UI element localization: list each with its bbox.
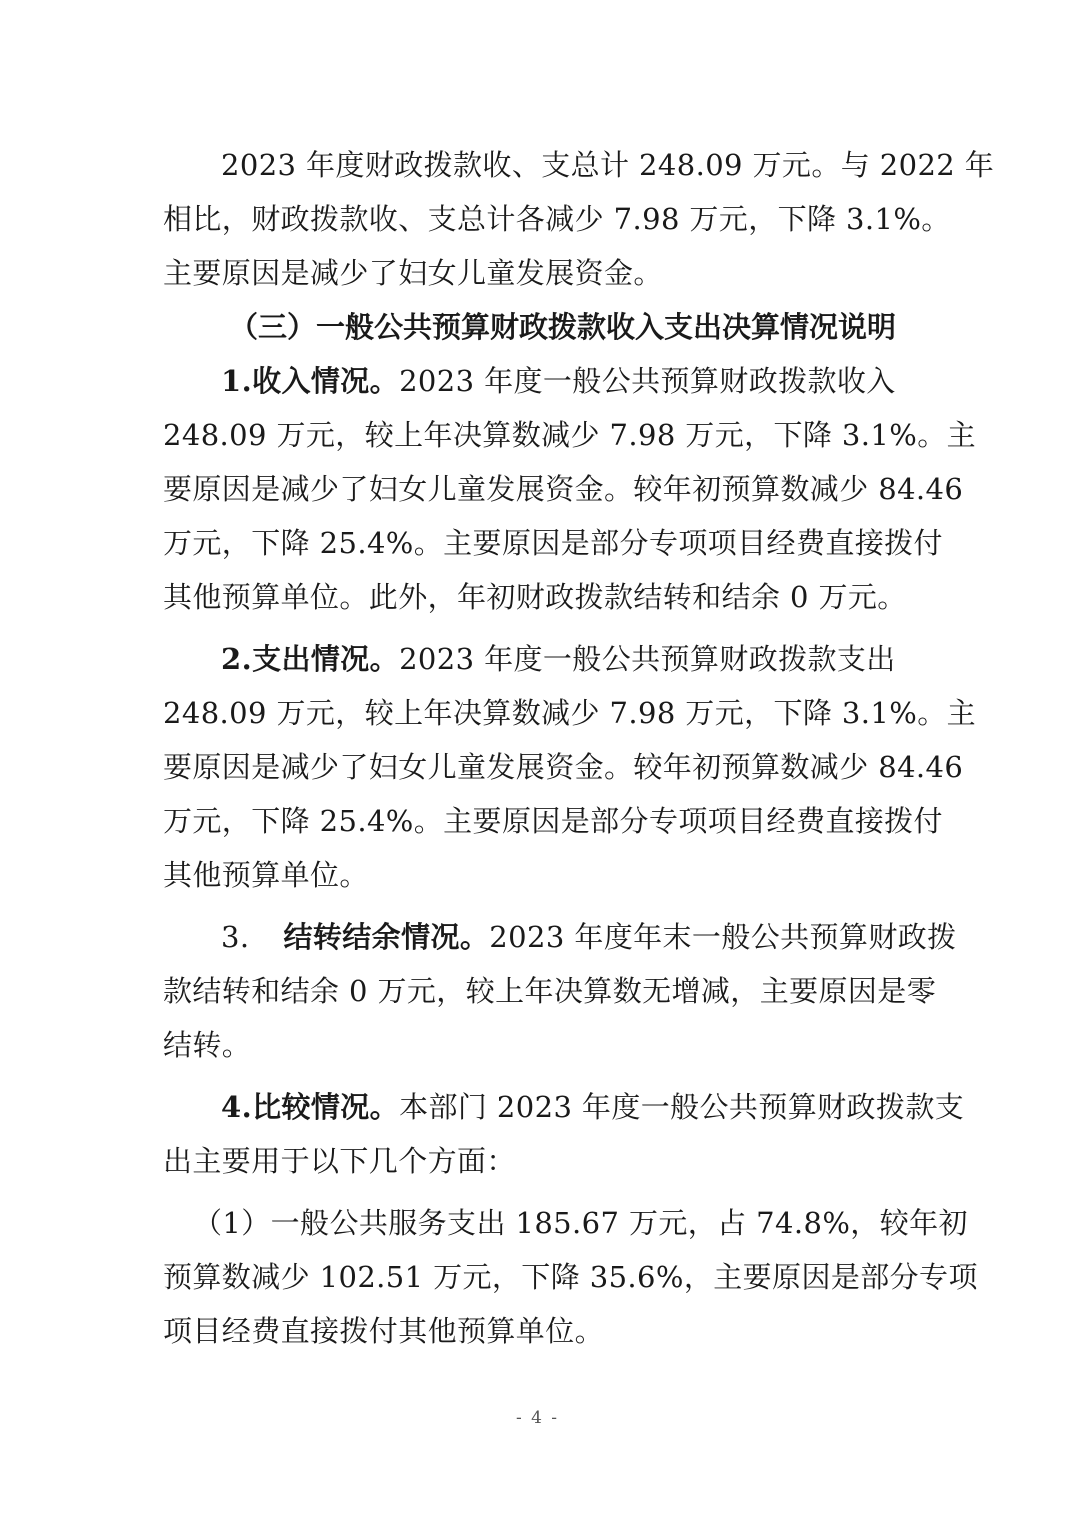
text-line [163, 354, 913, 408]
page-number: - 4 - [515, 1408, 560, 1428]
section-heading: （三）一般公共预算财政拨款收入支出决算情况说明 [229, 310, 897, 344]
item-number: 3. [221, 920, 250, 954]
text-line: 万元，下降 25.4%。主要原因是部分专项项目经费直接拨付 [163, 526, 943, 560]
document-body [163, 138, 995, 1358]
text-line: 万元，下降 25.4%。主要原因是部分专项项目经费直接拨付 [163, 804, 943, 838]
paragraph-comparison [163, 1080, 965, 1188]
text-line: 主要原因是减少了妇女儿童发展资金。 [163, 256, 663, 290]
paragraph-expenditure [163, 632, 976, 902]
item-text: 2023 年度年末一般公共预算财政拨 [489, 920, 957, 954]
text-line: 款结转和结余 0 万元，较上年决算数无增减，主要原因是零 [163, 974, 937, 1008]
text-line: 其他预算单位。此外，年初财政拨款结转和结余 0 万元。 [163, 580, 907, 614]
text-line: 出主要用于以下几个方面： [163, 1144, 516, 1178]
text-line: 项目经费直接拨付其他预算单位。 [163, 1314, 605, 1348]
paragraph-fiscal-summary [163, 138, 995, 300]
item-lead: 4.比较情况。 [221, 1090, 400, 1124]
text-line: 相比，财政拨款收、支总计各减少 7.98 万元，下降 3.1%。 [163, 202, 951, 236]
text-line: 要原因是减少了妇女儿童发展资金。较年初预算数减少 84.46 [163, 472, 964, 506]
item-lead: 2.支出情况。 [221, 642, 400, 676]
item-lead: 1.收入情况。 [221, 364, 400, 398]
text-line: 结转。 [163, 1028, 252, 1062]
paragraph-carryover [163, 910, 957, 1072]
text-line: （1）一般公共服务支出 185.67 万元，占 74.8%，较年初 [193, 1206, 968, 1240]
text-line [163, 632, 913, 686]
item-text: 2023 年度一般公共预算财政拨款收入 [399, 364, 896, 398]
text-line: 其他预算单位。 [163, 858, 369, 892]
item-text: 2023 年度一般公共预算财政拨款支出 [399, 642, 896, 676]
text-line: 248.09 万元，较上年决算数减少 7.98 万元，下降 3.1%。主 [163, 696, 976, 730]
text-line: 248.09 万元，较上年决算数减少 7.98 万元，下降 3.1%。主 [163, 418, 976, 452]
text-line: 预算数减少 102.51 万元，下降 35.6%，主要原因是部分专项 [163, 1260, 978, 1294]
item-text: 本部门 2023 年度一般公共预算财政拨款支 [399, 1090, 965, 1124]
text-line: 要原因是减少了妇女儿童发展资金。较年初预算数减少 84.46 [163, 750, 964, 784]
text-line [163, 1080, 965, 1134]
text-line: 2023 年度财政拨款收、支总计 248.09 万元。与 2022 年 [221, 148, 995, 182]
paragraph-general-services [163, 1196, 978, 1358]
item-lead: 结转结余情况。 [283, 920, 490, 954]
paragraph-income [163, 354, 976, 624]
text-line [163, 910, 957, 964]
